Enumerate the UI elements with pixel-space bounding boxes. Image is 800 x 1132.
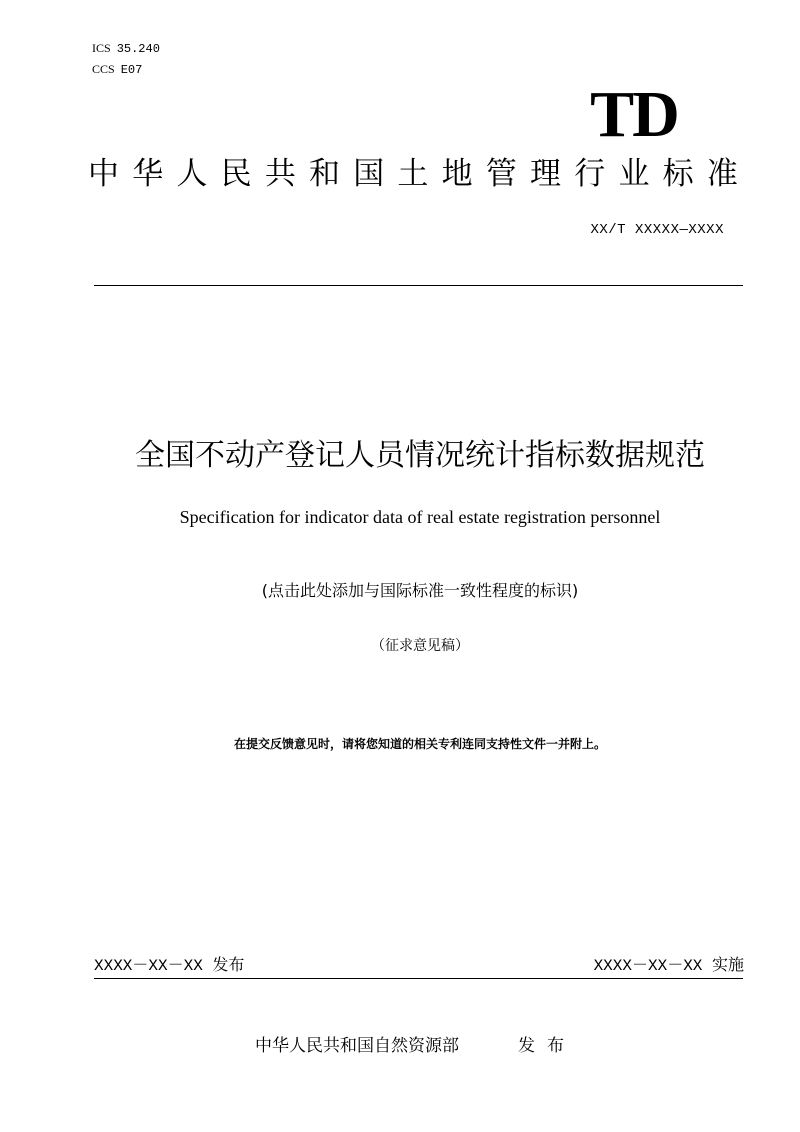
- draft-status: （征求意见稿）: [371, 639, 469, 654]
- implementation-date: XXXX－XX－XX 实施: [593, 957, 744, 975]
- org-name-char: 管: [485, 156, 517, 192]
- td-logo: TD: [590, 78, 678, 151]
- org-name-char: 地: [441, 156, 473, 192]
- org-name-char: 土: [397, 156, 429, 192]
- ics-line: [92, 38, 160, 59]
- ics-label: ICS: [92, 41, 111, 55]
- ccs-code: E07: [120, 63, 143, 77]
- top-divider: [94, 285, 743, 286]
- ics-code: 35.240: [116, 42, 160, 56]
- standard-number: XX/T XXXXX—XXXX: [590, 222, 724, 238]
- org-name-char: 标: [662, 156, 694, 192]
- org-name-char: 行: [574, 156, 606, 192]
- org-name: [88, 152, 738, 196]
- org-name-char: 理: [530, 156, 562, 192]
- patent-notice: 在提交反馈意见时，请将您知道的相关专利连同支持性文件一并附上。: [233, 737, 606, 751]
- org-name-char: 和: [309, 156, 341, 192]
- publish-label: 发布: [518, 1036, 576, 1056]
- document-title-cn: 全国不动产登记人员情况统计指标数据规范: [135, 438, 705, 473]
- org-name-char: 准: [706, 156, 738, 192]
- consistency-note[interactable]: (点击此处添加与国际标准一致性程度的标识): [261, 581, 579, 600]
- ccs-label: CCS: [92, 62, 115, 76]
- org-name-char: 业: [618, 156, 650, 192]
- document-title-en: Specification for indicator data of real estate registration personnel: [179, 507, 661, 527]
- org-name-char: 国: [353, 156, 385, 192]
- org-name-char: 人: [176, 156, 208, 192]
- org-name-char: 中: [88, 156, 119, 192]
- ccs-line: [92, 59, 160, 80]
- bottom-divider: [94, 978, 743, 979]
- org-name-char: 共: [264, 156, 296, 192]
- org-name-char: 华: [132, 156, 164, 192]
- classification-codes: [92, 38, 160, 80]
- issue-date: XXXX－XX－XX 发布: [94, 957, 245, 975]
- publisher-name: 中华人民共和国自然资源部: [255, 1036, 459, 1056]
- org-name-char: 民: [220, 156, 252, 192]
